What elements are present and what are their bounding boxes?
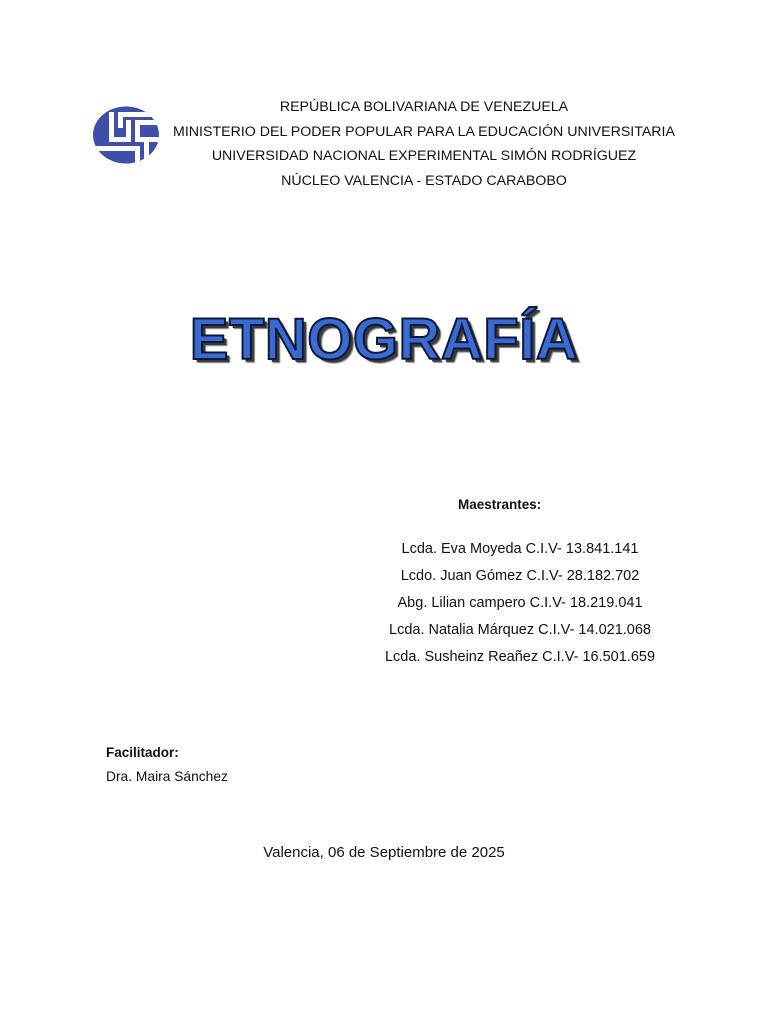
- document-date: Valencia, 06 de Septiembre de 2025: [263, 844, 505, 861]
- header-line-university: UNIVERSIDAD NACIONAL EXPERIMENTAL SIMÓN RODRÍGUEZ: [211, 148, 637, 165]
- institution-header: [160, 95, 688, 194]
- maestrantes-list: [360, 536, 680, 671]
- list-item: Abg. Lilian campero C.I.V- 18.219.041: [397, 595, 643, 611]
- list-item: Lcda. Natalia Márquez C.I.V- 14.021.068: [389, 622, 651, 638]
- document-title: ETNOGRAFÍA: [189, 307, 579, 372]
- list-item: Lcda. Susheinz Reañez C.I.V- 16.501.659: [384, 649, 656, 665]
- header-line-republic: REPÚBLICA BOLIVARIANA DE VENEZUELA: [279, 99, 569, 115]
- facilitador-label: Facilitador:: [106, 745, 179, 760]
- list-item: Lcda. Eva Moyeda C.I.V- 13.841.141: [401, 541, 639, 557]
- maestrantes-label: Maestrantes:: [458, 497, 542, 512]
- university-logo-icon: [92, 106, 160, 164]
- header-line-ministry: MINISTERIO DEL PODER POPULAR PARA LA EDUCACIÓN UNIVERSITARIA: [173, 123, 675, 140]
- facilitador-name: Dra. Maira Sánchez: [106, 769, 228, 784]
- header-line-campus: NÚCLEO VALENCIA - ESTADO CARABOBO: [281, 173, 567, 190]
- list-item: Lcdo. Juan Gómez C.I.V- 28.182.702: [400, 568, 640, 584]
